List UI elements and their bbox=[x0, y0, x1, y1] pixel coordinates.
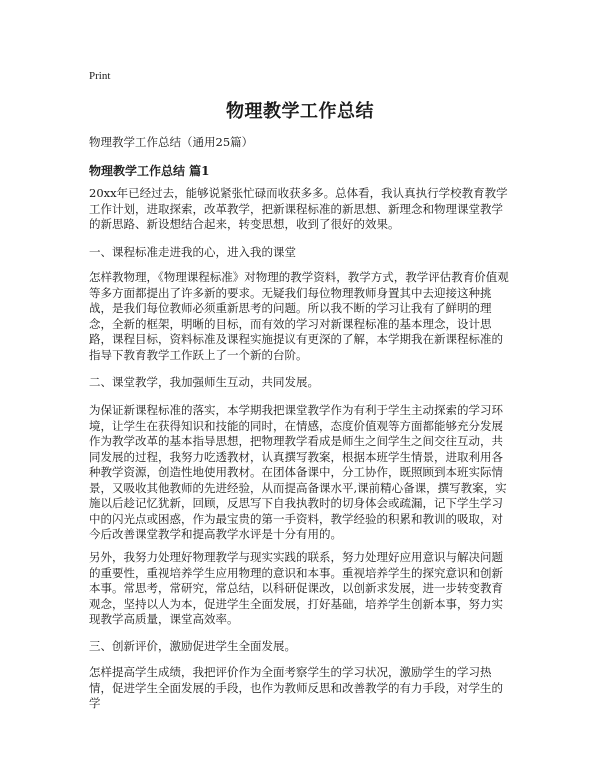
heading-two: 二、课堂教学，我加强师生互动，共同发展。 bbox=[89, 375, 319, 389]
page-title: 物理教学工作总结 bbox=[226, 101, 374, 122]
paragraph-two: 为保证新课程标准的落实，本学期我把课堂教学作为有利于学生主动探索的学习环境，让学生在获得知识和技能的同时，在情感，态度价值观等方面都能够充分发展作为教学改革的基本指导思想，把物理教学看成是师生之间学生之间交往互动，共同发展的过程，我努力吃透教材，认真撰写教案，根据本班学生情景，进取利用各种教学资源，创造性地使用教材。在团体备课中，分工协作，既照顾到本班实际情景，又吸收其他教师的先进经验，从而提高备课水平,课前精心备课，撰写教案，实施以后趁记忆犹新，回顾，反思写下自我执教时的切身体会或疏漏，记下学生学习中的闪光点或困惑，作为最宝贵的第一手资料，教学经验的积累和教训的吸取，对今后改善课堂教学和提高教学水评是十分有用的。 bbox=[89, 403, 507, 541]
paragraph-four: 怎样提高学生成绩，我把评价作为全面考察学生的学习状况，激励学生的学习热情，促进学生全面发展的手段，也作为教师反思和改善教学的有力手段，对学生的学 bbox=[89, 665, 503, 710]
paragraph-one: 怎样教物理，《物理课程标准》对物理的教学资料，教学方式，教学评估教育价值观等多方面都提出了许多新的要求。无疑我们每位物理教师身置其中去迎接这种挑战，是我们每位教师必须重新思考的问题。所以我不断的学习让我有了鲜明的理念，全新的框架，明晰的目标，而有效的学习对新课程标准的基本理念，设计思路，课程目标，资料标准及课程实施提议有更深的了解，本学期我在新课程标准的指导下教育教学工作跃上了一个新的台阶。 bbox=[89, 270, 509, 362]
paragraph-three: 另外，我努力处理好物理教学与现实实践的联系，努力处理好应用意识与解决问题的重要性，重视培养学生应用物理的意识和本事。重视培养学生的探究意识和创新本事。常思考，常研究，常总结，以科研促课改，以创新求发展，进一步转变教育观念，坚持以人为本，促进学生全面发展，打好基础，培养学生创新本事，努力实现教学高质量，课堂高效率。 bbox=[89, 550, 503, 626]
heading-one: 一、课程标准走进我的心，进入我的课堂 bbox=[89, 245, 296, 259]
document-subtitle: 物理教学工作总结（通用25篇） bbox=[89, 135, 254, 149]
section-title: 物理教学工作总结 篇1 bbox=[89, 164, 210, 178]
paragraph-intro: 20xx年已经过去，能够说紧张忙碌而收获多多。总体看，我认真执行学校教育教学工作计划，进取探索，改革教学，把新课程标准的新思想、新理念和物理课堂教学的新思路、新设想结合起来，转变思想，收到了很好的效果。 bbox=[89, 186, 508, 231]
heading-three: 三、创新评价，激励促进学生全面发展。 bbox=[89, 639, 296, 653]
print-label[interactable]: Print bbox=[89, 70, 111, 82]
